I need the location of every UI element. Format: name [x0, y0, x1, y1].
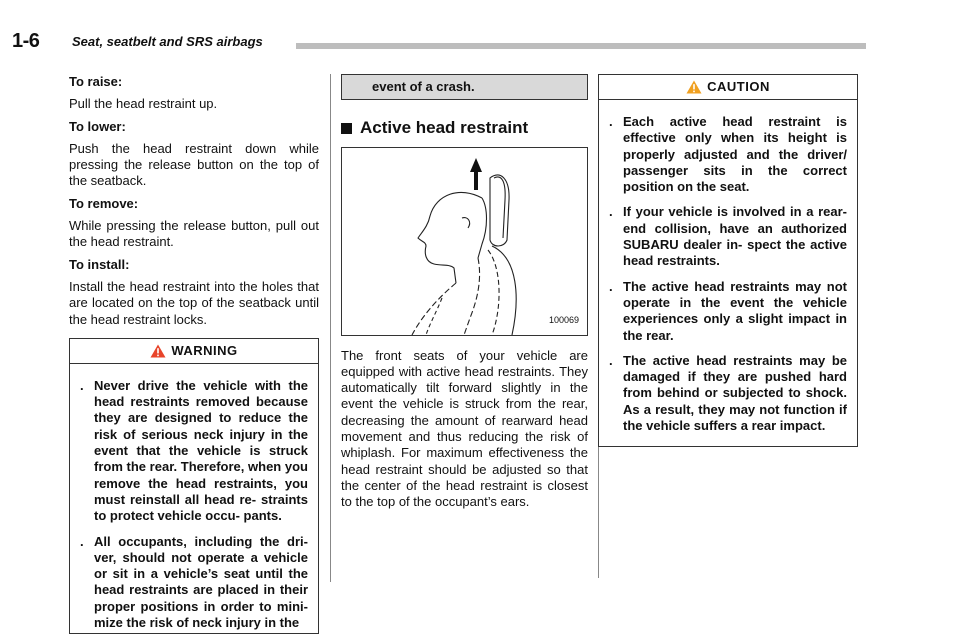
column-divider — [330, 74, 331, 582]
column-1 — [69, 74, 319, 634]
page-header — [8, 30, 958, 54]
caution-bullet-text: The active head restraints may be damaged if they are pushed hard from behind or subjected to shock. As a result, they may not function if the vehicle suffers a rear impact. — [623, 352, 847, 434]
caution-bullet: . The active head restraints may not operate in the event the vehicle experiences only a slight impact in the rear. — [609, 278, 847, 343]
remove-text: While pressing the release button, pull out the head restraint. — [69, 218, 319, 250]
lower-label: To lower: — [69, 118, 126, 134]
section-title: Seat, seatbelt and SRS airbags — [72, 34, 263, 49]
warning-bullet: . Never drive the vehicle with the head restraints removed because they are designed to reduce the risk of serious neck injury in the event that the vehicle is struck from the rear. Therefore, when you remove the head restraints, you must reinstall all head re- straints to protect vehicle occu- pants. — [80, 377, 308, 524]
caution-title: CAUTION — [707, 78, 770, 94]
figure-code: 100069 — [548, 315, 579, 326]
warning-title: WARNING — [171, 342, 238, 358]
raise-text: Pull the head restraint up. — [69, 96, 218, 112]
caution-bullet-text: If your vehicle is involved in a rear-end collision, have an authorized SUBARU dealer in- spect the active head restraints. — [623, 204, 847, 269]
install-text: Install the head restraint into the holes that are located on the top of the seatback until the head restraint locks. — [69, 278, 319, 327]
section-heading — [341, 120, 588, 136]
caution-bullet-text: The active head restraints may not operate in the event the vehicle experiences only a slight impact in the rear. — [623, 278, 847, 343]
column-3 — [598, 74, 858, 447]
caution-box — [598, 74, 858, 447]
warning-header — [70, 339, 318, 364]
column-2 — [341, 74, 588, 517]
raise-label: To raise: — [69, 74, 123, 89]
caution-bullet: . The active head restraints may be damaged if they are pushed hard from behind or subjected to shock. As a result, they may not function if the vehicle suffers a rear impact. — [609, 352, 847, 434]
warning-triangle-icon — [150, 344, 166, 358]
active-restraint-text: The front seats of your vehicle are equipped with active head restraints. They automatically tilt forward slightly in the event the vehicle is struck from the rear, decreasing the amount of rearward head movement and thus reducing the risk of whiplash. For maximum effectiveness the head restraint should be adjusted so that the center of the head restraint is closest to the top of the occupant’s ears. — [341, 347, 588, 510]
section-heading-text: Active head restraint — [360, 118, 529, 138]
warning-bullet: . All occupants, including the dri- ver, should not operate a vehicle or sit in a vehicle’s seat until the head restraints are placed in their proper positions in order to mini- mize the risk of neck injury in the — [80, 533, 308, 631]
caution-bullet: . Each active head restraint is effective only when its height is properly adjusted and the driver/ passenger sits in the correct position on the seat. — [609, 114, 847, 195]
continued-text: event of a crash. — [372, 79, 475, 94]
caution-bullet: . If your vehicle is involved in a rear-end collision, have an authorized SUBARU dealer in- spect the active head restraints. — [609, 204, 847, 269]
caution-header — [599, 75, 857, 100]
caution-triangle-icon — [686, 80, 702, 94]
remove-label: To remove: — [69, 195, 139, 211]
install-label: To install: — [69, 256, 130, 272]
warning-bullet-text: All occupants, including the dri- ver, should not operate a vehicle or sit in a vehicle’s seat until the head restraints are placed in their proper positions in order to mini- mize the risk of neck injury in the — [94, 533, 308, 631]
caution-bullet-text: Each active head restraint is effective only when its height is properly adjusted and the driver/ passenger sits in the correct position on the seat. — [623, 114, 847, 195]
head-restraint-figure — [341, 147, 588, 336]
lower-text: Push the head restraint down while pressing the release button on the top of the seatback. — [69, 140, 319, 189]
warning-bullet-text: Never drive the vehicle with the head restraints removed because they are designed to reduce the risk of serious neck injury in the event that the vehicle is struck from the rear. Therefore, when you remove the head restraints, you must reinstall all head re- straints to protect vehicle occu- pants. — [94, 377, 308, 524]
continued-warning-box — [341, 74, 588, 100]
page-number: 1-6 — [12, 30, 40, 52]
header-rule — [296, 43, 866, 49]
seat-illustration — [342, 148, 587, 335]
square-bullet-icon — [341, 123, 352, 134]
warning-box — [69, 338, 319, 634]
